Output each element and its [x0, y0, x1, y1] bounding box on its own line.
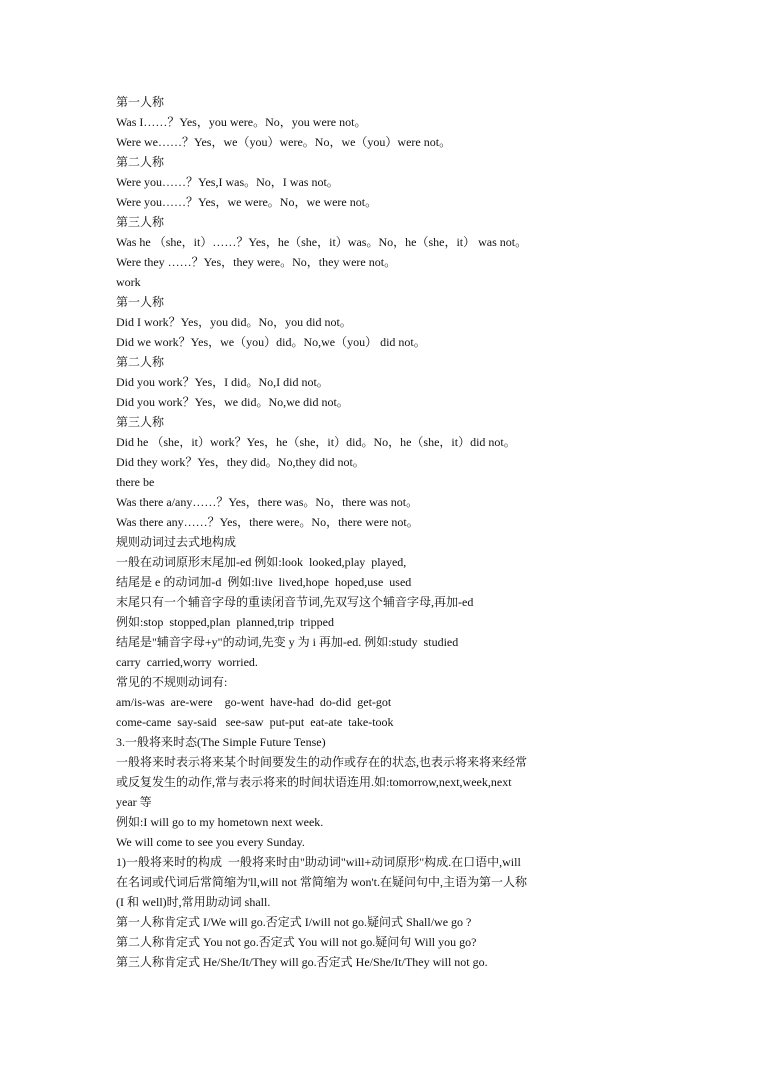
text-line: am/is-was are-were go-went have-had do-did get-got [116, 695, 392, 709]
text-line: Did they work？Yes，they did。No,they did not。 [116, 455, 365, 469]
text-line: Was he （she，it）……？Yes，he（she，it）was。No，he（she，it） was not。 [116, 235, 528, 249]
text-line: 结尾是"辅音字母+y"的动词,先变 y 为 i 再加-ed. 例如:study studied [116, 635, 459, 649]
text-line: 或反复发生的动作,常与表示将来的时间状语连用.如:tomorrow,next,week,next [116, 775, 512, 789]
text-line: 第二人称 [116, 355, 165, 369]
text-line: 在名词或代词后常简缩为'll,will not 常简缩为 won't.在疑问句中,主语为第一人称 [116, 875, 527, 889]
text-line: 例如:I will go to my hometown next week. [116, 815, 324, 829]
text-line: come-came say-said see-saw put-put eat-ate take-took [116, 715, 394, 729]
text-line: work [116, 275, 141, 289]
text-line: 一般在动词原形末尾加-ed 例如:look looked,play played, [116, 555, 407, 569]
text-line: 例如:stop stopped,plan planned,trip tripped [116, 615, 334, 629]
text-line: there be [116, 475, 155, 489]
text-line: Were they ……？Yes，they were。No，they were not。 [116, 255, 397, 269]
text-line: 结尾是 e 的动词加-d 例如:live lived,hope hoped,use used [116, 575, 412, 589]
text-line: 第三人称 [116, 415, 165, 429]
text-line: Were you……？Yes，we were。No，we were not。 [116, 195, 378, 209]
text-line: 第一人称 [116, 295, 165, 309]
text-line: Did I work？Yes，you did。No，you did not。 [116, 315, 352, 329]
text-line: 3.一般将来时态(The Simple Future Tense) [116, 735, 326, 749]
text-line: Were you……？Yes,I was。No，I was not。 [116, 175, 339, 189]
text-line: 1)一般将来时的构成 一般将来时由"助动词"will+动词原形"构成.在口语中,will [116, 855, 521, 869]
text-line: Did we work？Yes，we（you）did。No,we（you） did not。 [116, 335, 426, 349]
text-line: Did you work？Yes，we did。No,we did not。 [116, 395, 349, 409]
text-line: year 等 [116, 795, 152, 809]
text-line: (I 和 well)时,常用助动词 shall. [116, 895, 271, 909]
text-line: Were we……？Yes，we（you）were。No，we（you）were not。 [116, 135, 452, 149]
text-line: 第二人称肯定式 You not go.否定式 You will not go.疑问句 Will you go? [116, 935, 477, 949]
text-line: 第三人称肯定式 He/She/It/They will go.否定式 He/She/It/They will not go. [116, 955, 488, 969]
text-line: Was there a/any……？Yes，there was。No，there was not。 [116, 495, 419, 509]
text-line: Was I……？Yes，you were。No，you were not。 [116, 115, 367, 129]
text-line: 第一人称肯定式 I/We will go.否定式 I/will not go.疑问式 Shall/we go ? [116, 915, 472, 929]
text-line: Did you work？Yes，I did。No,I did not。 [116, 375, 329, 389]
text-line: 第二人称 [116, 155, 165, 169]
text-line: carry carried,worry worried. [116, 655, 258, 669]
text-line: 一般将来时表示将来某个时间要发生的动作或存在的状态,也表示将来将来经常 [116, 755, 528, 769]
text-line: Was there any……？Yes，there were。No，there were not。 [116, 515, 419, 529]
text-line: 常见的不规则动词有: [116, 675, 228, 689]
document-body [116, 92, 636, 972]
text-line: We will come to see you every Sunday. [116, 835, 305, 849]
text-line: Did he （she，it）work？Yes，he（she，it）did。No，he（she，it）did not。 [116, 435, 516, 449]
text-line: 末尾只有一个辅音字母的重读闭音节词,先双写这个辅音字母,再加-ed [116, 595, 474, 609]
text-line: 规则动词过去式地构成 [116, 535, 237, 549]
text-line: 第三人称 [116, 215, 165, 229]
text-line: 第一人称 [116, 95, 165, 109]
